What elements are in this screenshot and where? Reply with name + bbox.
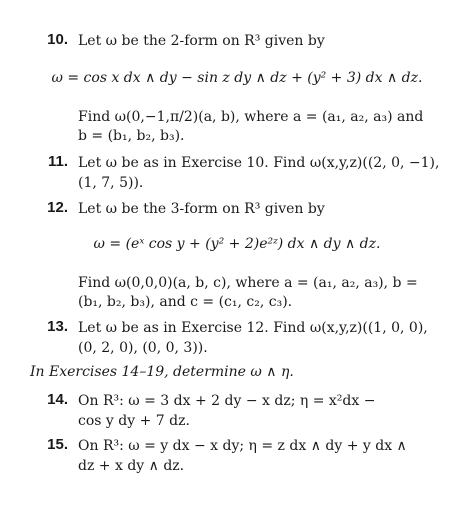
exercise-text: Find ω(0,0,0)(a, b, c), where a = (a₁, a₂, a₃), b = xyxy=(78,275,418,291)
equation: ω = cos x dx ∧ dy − sin z dy ∧ dz + (y² + 3) dx ∧ dz. xyxy=(51,70,423,86)
exercise-number: 14. xyxy=(47,391,68,408)
exercise-text: b = (b₁, b₂, b₃). xyxy=(78,128,185,144)
exercise-number: 13. xyxy=(47,318,68,335)
exercise-text: On R³: ω = y dx − x dy; η = z dx ∧ dy + y dx ∧ xyxy=(78,438,407,454)
exercise-text: (0, 2, 0), (0, 0, 3)). xyxy=(78,340,208,356)
exercise-text: Find ω(0,−1,π/2)(a, b), where a = (a₁, a₂, a₃) and xyxy=(78,109,424,125)
section-intro: In Exercises 14–19, determine ω ∧ η. xyxy=(30,364,294,380)
exercise-text: Let ω be as in Exercise 12. Find ω(x,y,z)((1, 0, 0), xyxy=(78,320,428,336)
exercise-number: 15. xyxy=(47,436,68,453)
exercise-text: cos y dy + 7 dz. xyxy=(78,413,190,429)
exercise-number: 12. xyxy=(47,199,68,216)
exercise-text: Let ω be the 3-form on R³ given by xyxy=(78,201,325,217)
exercise-number: 10. xyxy=(47,31,68,48)
exercise-text: Let ω be as in Exercise 10. Find ω(x,y,z)((2, 0, −1), xyxy=(78,155,440,171)
exercise-text: On R³: ω = 3 dx + 2 dy − x dz; η = x²dx − xyxy=(78,393,376,409)
exercise-text: dz + x dy ∧ dz. xyxy=(78,458,185,474)
equation: ω = (eˣ cos y + (y² + 2)e²ᶻ) dx ∧ dy ∧ dz. xyxy=(93,236,381,252)
exercise-text: Let ω be the 2-form on R³ given by xyxy=(78,33,325,49)
exercise-number: 11. xyxy=(47,153,68,170)
exercise-text: (1, 7, 5)). xyxy=(78,175,144,191)
exercise-text: (b₁, b₂, b₃), and c = (c₁, c₂, c₃). xyxy=(78,294,293,310)
